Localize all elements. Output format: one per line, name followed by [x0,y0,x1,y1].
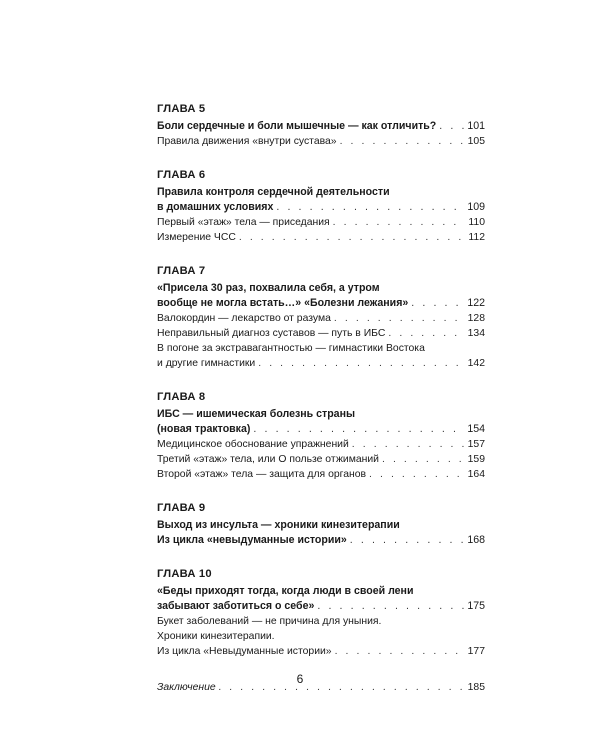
chapter-section [157,168,485,245]
page-number: 6 [296,672,304,686]
toc-entry-title: забывают заботиться о себе» [157,600,315,612]
toc-entry-title: Измерение ЧСС [157,232,236,243]
toc-entry-title: Второй «этаж» тела — защита для органов [157,469,367,480]
toc-entry-title: Боли сердечные и боли мышечные — как отличить? [157,120,437,132]
toc-entry[interactable] [157,452,485,467]
toc-entry-title-line: В погоне за экстравагантностью — гимнастики Востока [157,343,425,354]
toc-entry-title: Валокордин — лекарство от разума [157,313,331,324]
toc-entry-title: Из цикла «Невыдуманные истории» [157,646,332,657]
toc-entry-title-line: Хроники кинезитерапии. [157,631,275,642]
dot-leader [382,452,465,467]
toc-entry-page: 164 [467,469,485,480]
toc-entry-title: Неправильный диагноз суставов — путь в ИБС [157,328,386,339]
dot-leader [335,644,465,659]
toc-entry-title: Первый «этаж» тела — приседания [157,217,330,228]
dot-leader [276,200,464,215]
toc-entry-page: 159 [467,454,485,465]
table-of-contents [157,102,485,714]
toc-entry-page: 105 [467,136,485,147]
toc-entry-page: 177 [467,646,485,657]
toc-entry-title: в домашних условиях [157,201,274,213]
dot-leader [388,326,464,341]
toc-entry[interactable] [157,518,485,548]
toc-entry-title: Заключение [157,682,216,693]
toc-entry[interactable] [157,230,485,245]
toc-entry-page: 134 [467,328,485,339]
toc-entry-title: Медицинское обоснование упражнений [157,439,349,450]
toc-entry-title-line: Выход из инсульта — хроники кинезитерапии [157,519,400,531]
toc-entry[interactable] [157,326,485,341]
toc-entry[interactable] [157,614,485,659]
toc-entry-page: 168 [467,534,485,546]
toc-entry-page: 122 [467,297,485,309]
toc-entry-page: 175 [467,600,485,612]
chapter-heading: ГЛАВА 9 [157,502,206,514]
chapter-section [157,264,485,371]
toc-entry-title: и другие гимнастики [157,358,256,369]
toc-entry-title-line: Правила контроля сердечной деятельности [157,186,390,198]
chapter-heading: ГЛАВА 6 [157,169,206,181]
chapter-section [157,501,485,548]
chapter-heading: ГЛАВА 8 [157,391,206,403]
toc-entry[interactable] [157,185,485,215]
dot-leader [340,134,465,149]
toc-entry-title: Третий «этаж» тела, или О пользе отжиманий [157,454,379,465]
toc-entry[interactable] [157,437,485,452]
toc-entry[interactable] [157,341,485,371]
toc-entry-title: (новая трактовка) [157,423,251,435]
toc-entry-page: 110 [468,217,485,228]
toc-entry[interactable] [157,215,485,230]
toc-entry[interactable] [157,119,485,134]
dot-leader [350,533,465,548]
chapter-heading: ГЛАВА 7 [157,265,206,277]
chapter-heading: ГЛАВА 5 [157,103,206,115]
toc-entry[interactable] [157,281,485,311]
toc-entry-page: 142 [467,358,485,369]
toc-entry-title: Правила движения «внутри сустава» [157,136,337,147]
chapter-heading: ГЛАВА 10 [157,568,212,580]
toc-entry-title-line: «Беды приходят тогда, когда люди в своей лени [157,585,414,597]
toc-entry-page: 154 [467,423,485,435]
toc-entry[interactable] [157,134,485,149]
toc-entry-page: 185 [467,682,485,693]
toc-entry-page: 101 [467,120,485,132]
toc-entry-title: Из цикла «невыдуманные истории» [157,534,347,546]
toc-entry[interactable] [157,407,485,437]
toc-entry-title-line: ИБС — ишемическая болезнь страны [157,408,356,420]
toc-entry-page: 112 [468,232,485,243]
dot-leader [411,296,464,311]
toc-entry[interactable] [157,311,485,326]
toc-entry[interactable] [157,584,485,614]
dot-leader [334,311,465,326]
dot-leader [253,422,464,437]
dot-leader [258,356,464,371]
toc-entry-page: 128 [467,313,485,324]
dot-leader [239,230,466,245]
toc-entry[interactable] [157,467,485,482]
toc-entry-page: 109 [467,201,485,213]
toc-entry-title-line: Букет заболеваний — не причина для уныния. [157,616,382,627]
dot-leader [439,119,464,134]
dot-leader [369,467,465,482]
dot-leader [317,599,464,614]
chapter-section [157,102,485,149]
toc-entry-title: вообще не могла встать…» «Болезни лежания» [157,297,409,309]
toc-entry-page: 157 [467,439,485,450]
dot-leader [333,215,466,230]
toc-entry-title-line: «Присела 30 раз, похвалила себя, а утром [157,282,380,294]
dot-leader [352,437,465,452]
chapter-section [157,567,485,659]
chapter-section [157,390,485,482]
